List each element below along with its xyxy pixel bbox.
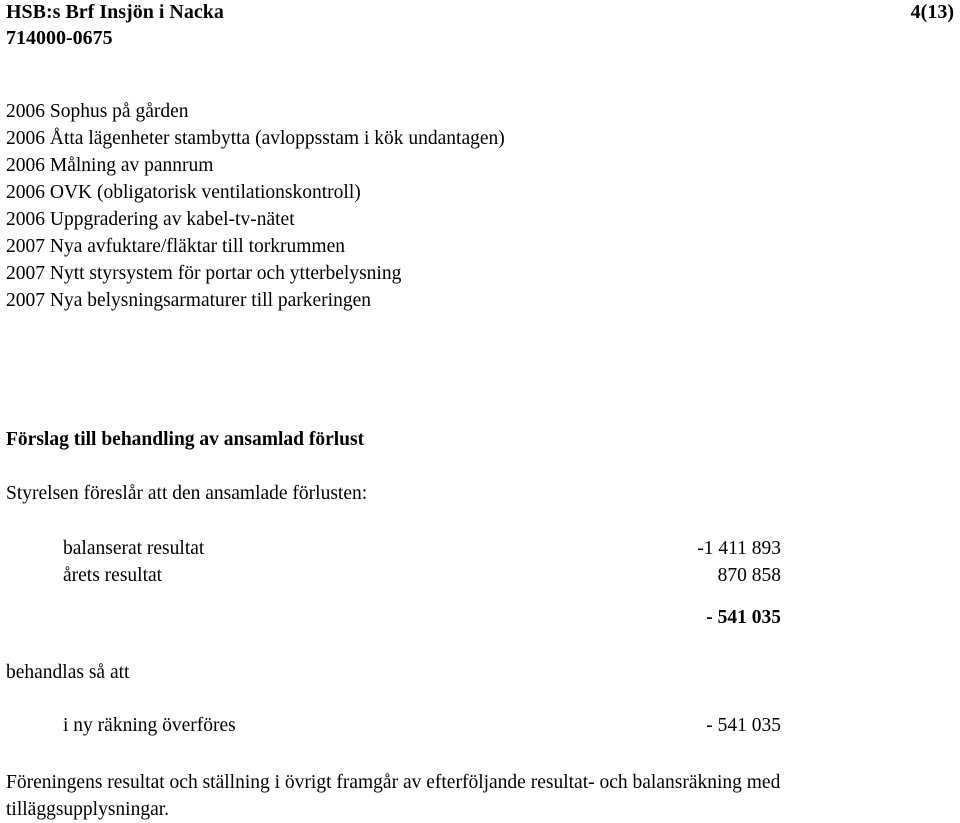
section-heading: Förslag till behandling av ansamlad förlust — [6, 429, 365, 450]
event-item: 2006 Åtta lägenheter stambytta (avloppsstam i kök undantagen) — [6, 128, 505, 149]
event-item: 2007 Nya belysningsarmaturer till parkeringen — [6, 290, 371, 311]
event-item: 2006 OVK (obligatorisk ventilationskontroll) — [6, 182, 361, 203]
organization-name: HSB:s Brf Insjön i Nacka — [6, 1, 224, 23]
total-amount: - 541 035 — [706, 607, 781, 628]
result-row-label: balanserat resultat — [63, 538, 205, 559]
result-row-amount: -1 411 893 — [697, 538, 781, 559]
event-item: 2006 Sophus på gården — [6, 101, 189, 122]
organization-number: 714000-0675 — [6, 27, 113, 49]
event-item: 2006 Målning av pannrum — [6, 155, 214, 176]
treatment-label: i ny räkning överföres — [63, 715, 236, 736]
event-item: 2007 Nytt styrsystem för portar och ytterbelysning — [6, 263, 402, 284]
result-row-amount: 870 858 — [717, 565, 781, 586]
page-number: 4(13) — [910, 1, 954, 23]
result-row-label: årets resultat — [63, 565, 163, 586]
event-item: 2007 Nya avfuktare/fläktar till torkrummen — [6, 236, 345, 257]
proposal-intro: Styrelsen föreslår att den ansamlade förlusten: — [6, 483, 368, 504]
treatment-heading: behandlas så att — [6, 662, 130, 683]
treatment-amount: - 541 035 — [706, 715, 781, 736]
footer-paragraph: Föreningens resultat och ställning i övrigt framgår av efterföljande resultat- och balansräkning med tilläggsupplysningar. — [6, 772, 781, 820]
event-item: 2006 Uppgradering av kabel-tv-nätet — [6, 209, 295, 230]
